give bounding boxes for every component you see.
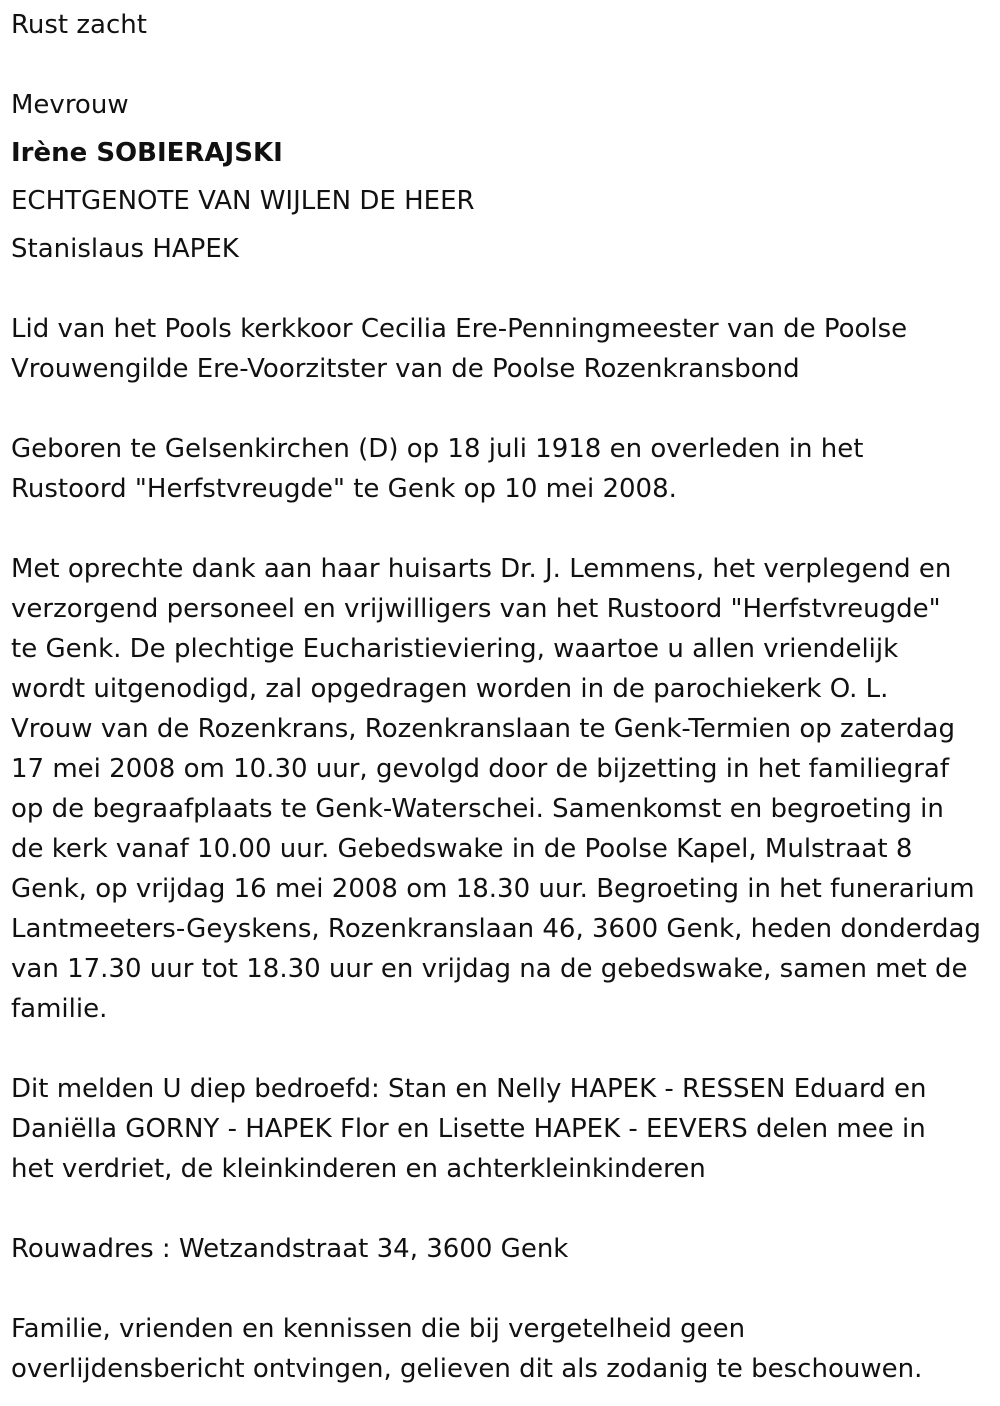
spacer — [11, 1269, 1000, 1309]
thanks-paragraph — [11, 549, 1000, 1029]
spacer — [11, 1189, 1000, 1229]
family-paragraph — [11, 1069, 1000, 1189]
thanks-line: op de begraafplaats te Genk-Waterschei. Samenkomst en begroeting in — [11, 794, 944, 824]
spacer — [11, 1029, 1000, 1069]
thanks-line: wordt uitgenodigd, zal opgedragen worden in de parochiekerk O. L. — [11, 674, 889, 704]
thanks-line: Genk, op vrijdag 16 mei 2008 om 18.30 uur. Begroeting in het funerarium — [11, 874, 975, 904]
spouse-name: Stanislaus HAPEK — [11, 234, 239, 264]
spacer — [11, 389, 1000, 429]
mourning-address: Rouwadres : Wetzandstraat 34, 3600 Genk — [11, 1234, 569, 1264]
membership-line: Vrouwengilde Ere-Voorzitster van de Poolse Rozenkransbond — [11, 354, 800, 384]
salutation: Mevrouw — [11, 90, 129, 120]
membership-paragraph — [11, 309, 1000, 389]
birth-death-paragraph — [11, 429, 1000, 509]
thanks-line: Vrouw van de Rozenkrans, Rozenkranslaan te Genk-Termien op zaterdag — [11, 714, 955, 744]
thanks-line: 17 mei 2008 om 10.30 uur, gevolgd door de bijzetting in het familiegraf — [11, 754, 950, 784]
closing-paragraph — [11, 1309, 1000, 1389]
closing-line: overlijdensbericht ontvingen, gelieven dit als zodanig te beschouwen. — [11, 1354, 923, 1384]
rest-text: Rust zacht — [11, 10, 147, 40]
spacer — [11, 509, 1000, 549]
thanks-line: Met oprechte dank aan haar huisarts Dr. J. Lemmens, het verplegend en — [11, 554, 952, 584]
relation-title: ECHTGENOTE VAN WIJLEN DE HEER — [11, 186, 475, 216]
family-line: Dit melden U diep bedroefd: Stan en Nelly HAPEK - RESSEN Eduard en — [11, 1074, 927, 1104]
thanks-line: verzorgend personeel en vrijwilligers van het Rustoord "Herfstvreugde" — [11, 594, 941, 624]
membership-line: Lid van het Pools kerkkoor Cecilia Ere-Penningmeester van de Poolse — [11, 314, 908, 344]
deceased-name: Irène SOBIERAJSKI — [11, 138, 283, 168]
birth-death-line: Geboren te Gelsenkirchen (D) op 18 juli 1918 en overleden in het — [11, 434, 864, 464]
family-line: Daniëlla GORNY - HAPEK Flor en Lisette HAPEK - EEVERS delen mee in — [11, 1114, 926, 1144]
thanks-line: Lantmeeters-Geyskens, Rozenkranslaan 46, 3600 Genk, heden donderdag — [11, 914, 981, 944]
birth-death-line: Rustoord "Herfstvreugde" te Genk op 10 mei 2008. — [11, 474, 677, 504]
spacer — [11, 45, 1000, 85]
thanks-line: de kerk vanaf 10.00 uur. Gebedswake in de Poolse Kapel, Mulstraat 8 — [11, 834, 913, 864]
thanks-line: te Genk. De plechtige Eucharistieviering, waartoe u allen vriendelijk — [11, 634, 899, 664]
family-line: het verdriet, de kleinkinderen en achterkleinkinderen — [11, 1154, 706, 1184]
thanks-line: van 17.30 uur tot 18.30 uur en vrijdag na de gebedswake, samen met de — [11, 954, 968, 984]
thanks-line: familie. — [11, 994, 108, 1024]
closing-line: Familie, vrienden en kennissen die bij vergetelheid geen — [11, 1314, 746, 1344]
spacer — [11, 269, 1000, 309]
